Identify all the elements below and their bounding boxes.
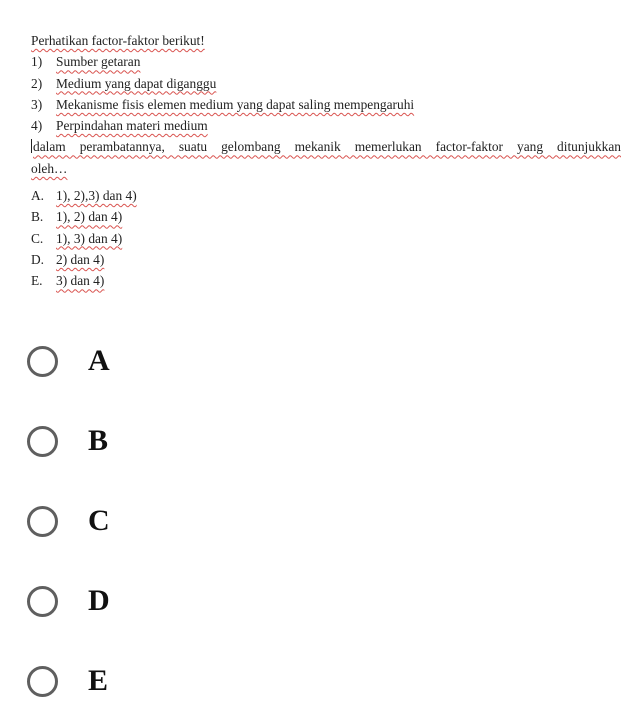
radio-button-b[interactable] xyxy=(27,426,58,457)
statement-item xyxy=(31,51,621,72)
option-letter: D. xyxy=(31,251,45,267)
option-text: 1), 3) dan 4) xyxy=(56,230,123,246)
answer-label-d[interactable]: D xyxy=(88,584,110,617)
option-letter: A. xyxy=(31,188,45,204)
answer-choice-d[interactable] xyxy=(27,561,110,641)
statement-item xyxy=(31,73,621,94)
option-item-b xyxy=(31,206,621,227)
option-item-d xyxy=(31,249,621,270)
statement-item xyxy=(31,115,621,136)
statement-number: 1) xyxy=(31,54,43,70)
statement-text: Perpindahan materi medium xyxy=(56,118,208,134)
statement-text: Sumber getaran xyxy=(56,54,141,70)
option-letter: C. xyxy=(31,230,44,246)
radio-button-e[interactable] xyxy=(27,666,58,697)
answer-label-e[interactable]: E xyxy=(88,664,109,697)
statement-text: Medium yang dapat diganggu xyxy=(56,75,217,91)
text-caret xyxy=(31,139,32,153)
statement-item xyxy=(31,94,621,115)
radio-button-d[interactable] xyxy=(27,586,58,617)
question-body-line2: oleh… xyxy=(31,160,68,176)
question-image xyxy=(31,30,621,292)
option-item-e xyxy=(31,270,621,291)
option-text: 2) dan 4) xyxy=(56,251,105,267)
statement-text: Mekanisme fisis elemen medium yang dapat saling mempengaruhi xyxy=(56,96,415,112)
option-list xyxy=(31,185,621,291)
question-body-line1 xyxy=(31,136,621,157)
statement-number: 3) xyxy=(31,96,43,112)
radio-button-a[interactable] xyxy=(27,346,58,377)
option-text: 1), 2) dan 4) xyxy=(56,209,123,225)
option-text: 1), 2),3) dan 4) xyxy=(56,188,137,204)
answer-choices xyxy=(27,321,110,721)
answer-choice-a[interactable] xyxy=(27,321,110,401)
answer-label-c[interactable]: C xyxy=(88,504,110,537)
option-text: 3) dan 4) xyxy=(56,273,105,289)
question-intro: Perhatikan factor-faktor berikut! xyxy=(31,33,205,48)
option-letter: E. xyxy=(31,273,43,289)
statement-number: 2) xyxy=(31,75,43,91)
answer-choice-b[interactable] xyxy=(27,401,110,481)
radio-button-c[interactable] xyxy=(27,506,58,537)
answer-label-b[interactable]: B xyxy=(88,424,109,457)
option-item-a xyxy=(31,185,621,206)
option-item-c xyxy=(31,228,621,249)
answer-choice-c[interactable] xyxy=(27,481,110,561)
statement-number: 4) xyxy=(31,118,43,134)
question-body-text: dalam perambatannya, suatu gelombang mekanik memerlukan factor-faktor yang ditunjukkan xyxy=(33,139,621,155)
option-letter: B. xyxy=(31,209,44,225)
answer-choice-e[interactable] xyxy=(27,641,110,721)
answer-label-a[interactable]: A xyxy=(88,344,110,377)
